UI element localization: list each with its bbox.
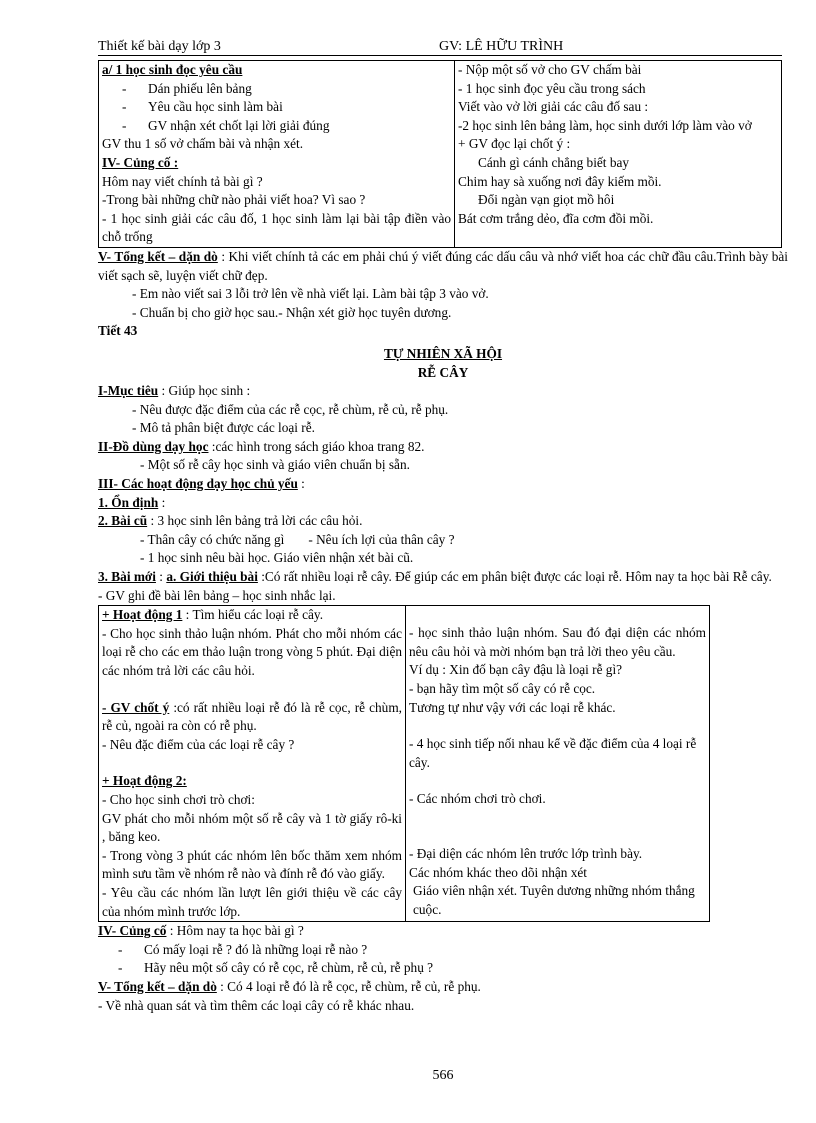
table2-line: - Cho học sinh thảo luận nhóm. Phát cho mỗi nhóm các loại rễ cho các em thảo luận trong vòng 5 phút. Đại diện các nhóm trả lời các câu hỏi.	[102, 625, 402, 678]
activity-table-2	[98, 605, 710, 922]
table1-q1: Hôm nay viết chính tả bài gì ?	[102, 173, 263, 189]
lesson-subject: TỰ NHIÊN XÃ HỘI	[383, 345, 503, 361]
table1-right-cell	[455, 61, 782, 248]
table1-item: - GV nhận xét chốt lại lời giải đúng	[102, 117, 451, 136]
riddle-line: Bát cơm trắng dẻo, đĩa cơm đồi mồi.	[458, 210, 654, 226]
table2-right-line: - Đại diện các nhóm lên trước lớp trình bày.	[409, 845, 643, 861]
step3-sep: :	[155, 569, 167, 585]
riddle-line: Đổi ngàn vạn giọt mồ hôi	[478, 192, 615, 208]
activities-label: III- Các hoạt động dạy học chủ yếu	[98, 476, 298, 492]
step2-label: 2. Bài cũ	[98, 513, 148, 529]
step2-line: - 1 học sinh nêu bài học. Giáo viên nhận xét bài cũ.	[140, 550, 414, 566]
step2-q2: - Nêu ích lợi của thân cây ?	[308, 531, 455, 547]
gv-conclusion-text: :có rất nhiều loại rễ đó là rễ cọc, rễ chùm, rễ củ, ngoài ra còn có rễ phụ.	[102, 699, 402, 734]
table1-q3: - 1 học sinh giải các câu đố, 1 học sinh làm lại bài tập điền vào chỗ trống	[102, 210, 451, 245]
step3-text: :Có rất nhiều loại rễ cây. Để giúp các em phân biệt được các loại rễ. Hôm nay ta học bài Rễ cây.	[257, 569, 772, 585]
step1-label: 1. Ổn định	[98, 494, 159, 510]
header-title: Thiết kế bài dạy lớp 3	[98, 39, 221, 54]
summary1-text: : Khi viết chính tả các em phải chú ý viết đúng các dấu câu và nhớ viết hoa các chữ đầu câu.Trình bày bài viết sạch sẽ, luyện viết chữ đẹp.	[98, 248, 789, 283]
consolidate-question: - Có mấy loại rễ ? đó là những loại rễ nào ?	[98, 941, 788, 960]
tools-item: - Một số rễ cây học sinh và giáo viên chuẩn bị sẵn.	[140, 457, 410, 473]
table2-right-line: Giáo viên nhận xét. Tuyên dương những nhóm thắng cuộc.	[413, 883, 695, 917]
table2-right-line: - bạn hãy tìm một số cây có rễ cọc.	[409, 681, 596, 696]
table2-line: - Trong vòng 3 phút các nhóm lên bốc thăm xem nhóm mình sưu tầm về nhóm rễ nào và đính rễ đó vào giấy.	[102, 847, 402, 882]
table2-right-line: Các nhóm khác theo dõi nhận xét	[409, 864, 587, 880]
gv-conclusion-label: - GV chốt ý	[102, 699, 170, 715]
activities-text: :	[297, 476, 305, 492]
consolidate-text: : Hôm nay ta học bài gì ?	[166, 923, 304, 939]
table1-line: GV thu 1 số vở chấm bài và nhận xét.	[102, 136, 304, 152]
riddle-line: Cánh gì cánh chẳng biết bay	[478, 154, 630, 170]
summary-section-2	[98, 978, 788, 1015]
goal-item: - Mô tả phân biệt được các loại rễ.	[132, 420, 315, 436]
activity-table-1	[98, 60, 782, 248]
table2-right-line: - học sinh thảo luận nhóm. Sau đó đại diện các nhóm nêu câu hỏi và mời nhóm bạn trả lời theo yêu cầu.	[409, 625, 706, 659]
summary2-line: - Về nhà quan sát và tìm thêm các loại cây có rễ khác nhau.	[98, 997, 415, 1013]
consolidate-question: - Hãy nêu một số cây có rễ cọc, rễ chùm, rễ củ, rễ phụ ?	[98, 959, 788, 978]
step2-text: : 3 học sinh lên bảng trả lời các câu hỏi.	[147, 513, 363, 529]
step2-q1: - Thân cây có chức năng gì	[140, 531, 285, 547]
tools-text: :các hình trong sách giáo khoa trang 82.	[208, 438, 425, 454]
lesson-title: RỄ CÂY	[417, 364, 469, 380]
table1-item: - Yêu cầu học sinh làm bài	[102, 98, 451, 117]
summary-section-1	[98, 248, 788, 322]
activity1-label: + Hoạt động 1	[102, 607, 183, 623]
header-teacher: GV: LÊ HỮU TRÌNH	[439, 39, 564, 54]
table2-right-line: - Các nhóm chơi trò chơi.	[409, 791, 546, 807]
table1-q2: -Trong bài những chữ nào phải viết hoa? Vì sao ?	[102, 192, 366, 208]
page-number: 566	[432, 1068, 454, 1083]
page-header	[98, 38, 788, 56]
table1-item: - Dán phiếu lên bảng	[102, 80, 451, 99]
table1-right-line: Viết vào vở lời giải các câu đố sau :	[458, 99, 649, 115]
tools-label: II-Đồ dùng dạy học	[98, 438, 209, 454]
table1-right-line: - 1 học sinh đọc yêu cầu trong sách	[458, 80, 646, 96]
summary1-line: - Em nào viết sai 3 lỗi trở lên về nhà viết lại. Làm bài tập 3 vào vở.	[132, 286, 489, 302]
activity1-text: : Tìm hiểu các loại rễ cây.	[182, 607, 324, 623]
summary1-label: V- Tổng kết – dặn dò	[98, 248, 218, 264]
table2-right-cell	[406, 606, 710, 922]
step3-line: - GV ghi đề bài lên bảng – học sinh nhắc lại.	[98, 587, 336, 603]
activity2-label: + Hoạt động 2:	[102, 773, 187, 789]
table1-heading: a/ 1 học sinh đọc yêu cầu	[102, 62, 243, 77]
document-page	[98, 38, 789, 1083]
step1-text: :	[158, 494, 166, 510]
table2-left-cell	[99, 606, 406, 922]
table1-right-line: + GV đọc lại chốt ý :	[458, 136, 571, 152]
table2-line: - Nêu đặc điểm của các loại rễ cây ?	[102, 736, 295, 752]
table1-section: IV- Củng cố :	[102, 154, 179, 170]
table1-left-cell	[99, 61, 455, 248]
consolidation-section	[98, 922, 788, 978]
summary1-line: - Chuẩn bị cho giờ học sau.- Nhận xét giờ học tuyên dương.	[132, 304, 452, 320]
goal-item: - Nêu được đặc điểm của các rễ cọc, rễ chùm, rễ củ, rễ phụ.	[132, 401, 449, 417]
table2-line: GV phát cho mỗi nhóm một số rễ cây và 1 tờ giấy rô-ki , băng keo.	[102, 810, 402, 845]
goal-label: I-Mục tiêu	[98, 383, 159, 399]
step3-sub: a. Giới thiệu bài	[166, 569, 258, 585]
riddle-line: Chim hay sà xuống nơi đây kiếm mồi.	[458, 173, 662, 189]
lesson-period: Tiết 43	[98, 323, 138, 339]
header-rule	[98, 55, 782, 56]
consolidate-label: IV- Củng cố	[98, 923, 167, 939]
table1-right-line: -2 học sinh lên bảng làm, học sinh dưới lớp làm vào vở	[458, 117, 752, 133]
table1-right-line: - Nộp một số vở cho GV chấm bài	[458, 62, 642, 77]
summary2-label: V- Tổng kết – dặn dò	[98, 978, 217, 994]
table2-right-line: Ví dụ : Xin đố bạn cây đậu là loại rễ gì?	[409, 662, 623, 678]
goal-text: : Giúp học sinh :	[158, 383, 251, 399]
table2-right-line: Tương tự như vậy với các loại rễ khác.	[409, 699, 616, 715]
step3-label: 3. Bài mới	[98, 569, 156, 585]
summary2-text: : Có 4 loại rễ đó là rễ cọc, rễ chùm, rễ củ, rễ phụ.	[216, 978, 481, 994]
table2-right-line: - 4 học sinh tiếp nối nhau kể về đặc điểm của 4 loại rễ cây.	[409, 736, 697, 770]
table2-line: - Yêu cầu các nhóm lần lượt lên giới thiệu về các cây của nhóm mình trước lớp.	[102, 884, 402, 919]
table2-line: - Cho học sinh chơi trò chơi:	[102, 791, 255, 807]
